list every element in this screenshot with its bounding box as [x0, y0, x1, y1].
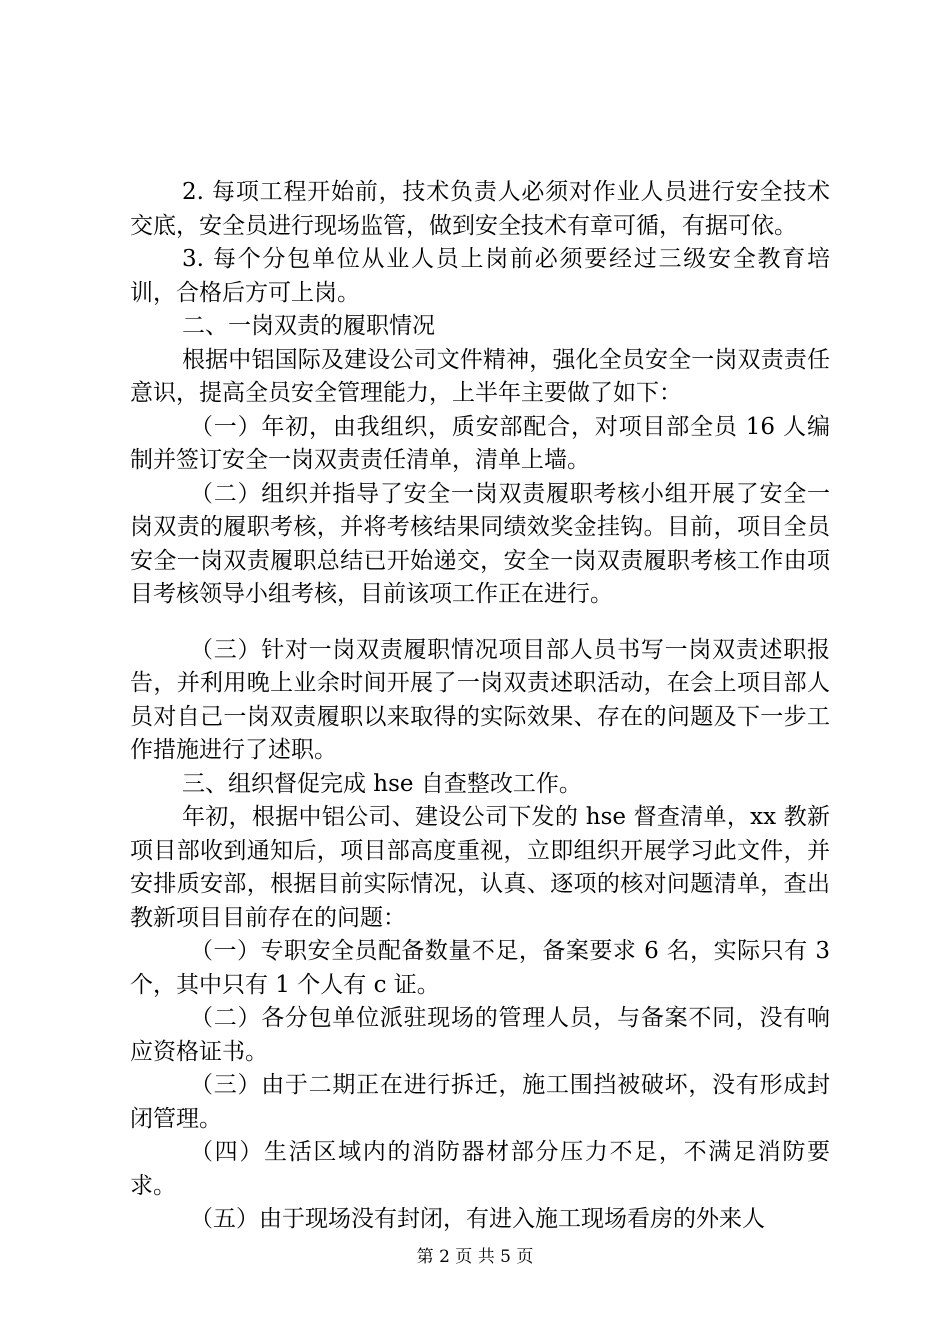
section-heading-3: 三、组织督促完成 hse 自查整改工作。	[182, 770, 582, 797]
paragraph-item-2: 2. 每项工程开始前，技术负责人必须对作业人员进行安全技术交底，安全员进行现场监管，做到安全技术有章可循，有据可依。	[130, 179, 830, 239]
section-heading-2: 二、一岗双责的履职情况	[182, 313, 435, 339]
paragraph-intro-2: 根据中铝国际及建设公司文件精神，强化全员安全一岗双责责任意识，提高全员安全管理能力，上半年主要做了如下：	[130, 346, 830, 406]
page-footer: 第 2 页 共 5 页	[416, 1247, 534, 1267]
paragraph-intro-3: 年初，根据中铝公司、建设公司下发的 hse 督查清单，xx 教新项目部收到通知后，项目部高度重视，立即组织开展学习此文件，并安排质安部，根据目前实际情况，认真、逐项的核对问题清单，查出教新项目目前存在的问题：	[130, 804, 830, 931]
paragraph-gap	[130, 612, 830, 634]
paragraph-item-3: 3. 每个分包单位从业人员上岗前必须要经过三级安全教育培训，合格后方可上岗。	[130, 246, 830, 306]
issue-item-5: （五）由于现场没有封闭，有进入施工现场看房的外来人	[190, 1206, 765, 1232]
paragraph-sub-2: （二）组织并指导了安全一岗双责履职考核小组开展了安全一岗双责的履职考核，并将考核结果同绩效奖金挂钩。目前，项目全员安全一岗双责履职总结已开始递交，安全一岗双责履职考核工作由项目考核领导小组考核，目前该项工作正在进行。	[130, 480, 830, 607]
paragraph-sub-1: （一）年初，由我组织，质安部配合，对项目部全员 16 人编制并签订安全一岗双责责任清单，清单上墙。	[130, 413, 830, 473]
issue-item-4: （四）生活区域内的消防器材部分压力不足，不满足消防要求。	[130, 1139, 830, 1199]
paragraph-sub-3: （三）针对一岗双责履职情况项目部人员书写一岗双责述职报告，并利用晚上业余时间开展了一岗双责述职活动，在会上项目部人员对自己一岗双责履职以来取得的实际效果、存在的问题及下一步工作措施进行了述职。	[130, 636, 830, 763]
issue-item-1: （一）专职安全员配备数量不足，备案要求 6 名，实际只有 3 个，其中只有 1 个人有 c 证。	[130, 938, 830, 998]
issue-item-3: （三）由于二期正在进行拆迁，施工围挡被破坏，没有形成封闭管理。	[130, 1072, 830, 1132]
document-body	[130, 176, 830, 1237]
issue-item-2: （二）各分包单位派驻现场的管理人员，与备案不同，没有响应资格证书。	[130, 1005, 830, 1065]
